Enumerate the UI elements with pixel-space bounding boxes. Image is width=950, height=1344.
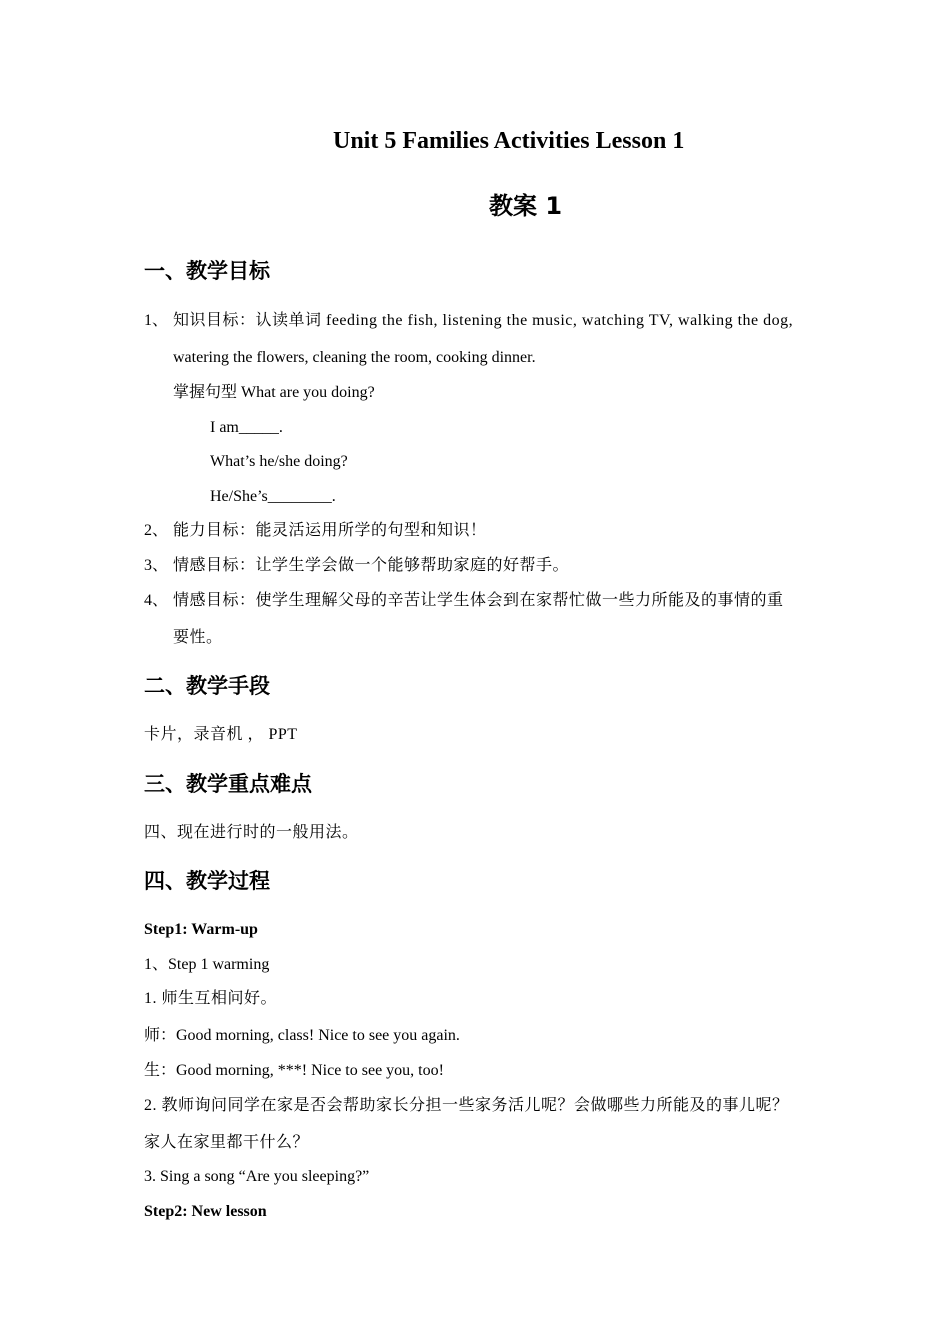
process-line: 1、Step 1 warming — [144, 956, 270, 973]
step-heading: Step2: New lesson — [144, 1203, 267, 1220]
section-heading-objectives: 一、教学目标 — [144, 259, 270, 283]
list-number: 2、 — [144, 522, 169, 539]
objective-emotion-line: 要性。 — [173, 629, 223, 646]
sentence-pattern-line: He/She’s________. — [210, 488, 336, 505]
objective-knowledge-line: 知识目标：认读单词 feeding the fish, listening the music, watching TV, walking the dog, — [173, 312, 794, 329]
teaching-means-text: 卡片，录音机 ， PPT — [144, 726, 298, 743]
process-line: 家人在家里都干什么？ — [144, 1134, 310, 1151]
document-subtitle: 教案 1 — [489, 192, 563, 220]
section-heading-key-points: 三、教学重点难点 — [144, 772, 312, 796]
sentence-pattern-line: 掌握句型 What are you doing? — [173, 384, 375, 401]
objective-emotion: 情感目标：让学生学会做一个能够帮助家庭的好帮手。 — [173, 557, 570, 574]
process-line: 1. 师生互相问好。 — [144, 990, 278, 1007]
key-points-text: 四、现在进行时的一般用法。 — [144, 824, 359, 841]
sentence-pattern-line: What’s he/she doing? — [210, 453, 348, 470]
list-number: 3、 — [144, 557, 169, 574]
list-number: 1、 — [144, 312, 169, 329]
objective-knowledge-line: watering the flowers, cleaning the room, cooking dinner. — [173, 349, 536, 366]
process-line: 2. 教师询问同学在家是否会帮助家长分担一些家务活儿呢？会做哪些力所能及的事儿呢？ — [144, 1097, 789, 1114]
section-heading-process: 四、教学过程 — [144, 869, 270, 893]
objective-emotion-line: 情感目标：使学生理解父母的辛苦让学生体会到在家帮忙做一些力所能及的事情的重 — [173, 592, 784, 609]
document-title: Unit 5 Families Activities Lesson 1 — [333, 128, 685, 154]
list-number: 4、 — [144, 592, 169, 609]
step-heading: Step1: Warm-up — [144, 921, 258, 938]
objective-ability: 能力目标：能灵活运用所学的句型和知识！ — [173, 522, 487, 539]
sentence-pattern-line: I am_____. — [210, 419, 283, 436]
dialogue-line: 师：Good morning, class! Nice to see you again. — [144, 1027, 460, 1044]
section-heading-means: 二、教学手段 — [144, 674, 270, 698]
process-line: 3. Sing a song “Are you sleeping?” — [144, 1168, 370, 1185]
dialogue-line: 生：Good morning, ***! Nice to see you, too! — [144, 1062, 444, 1079]
